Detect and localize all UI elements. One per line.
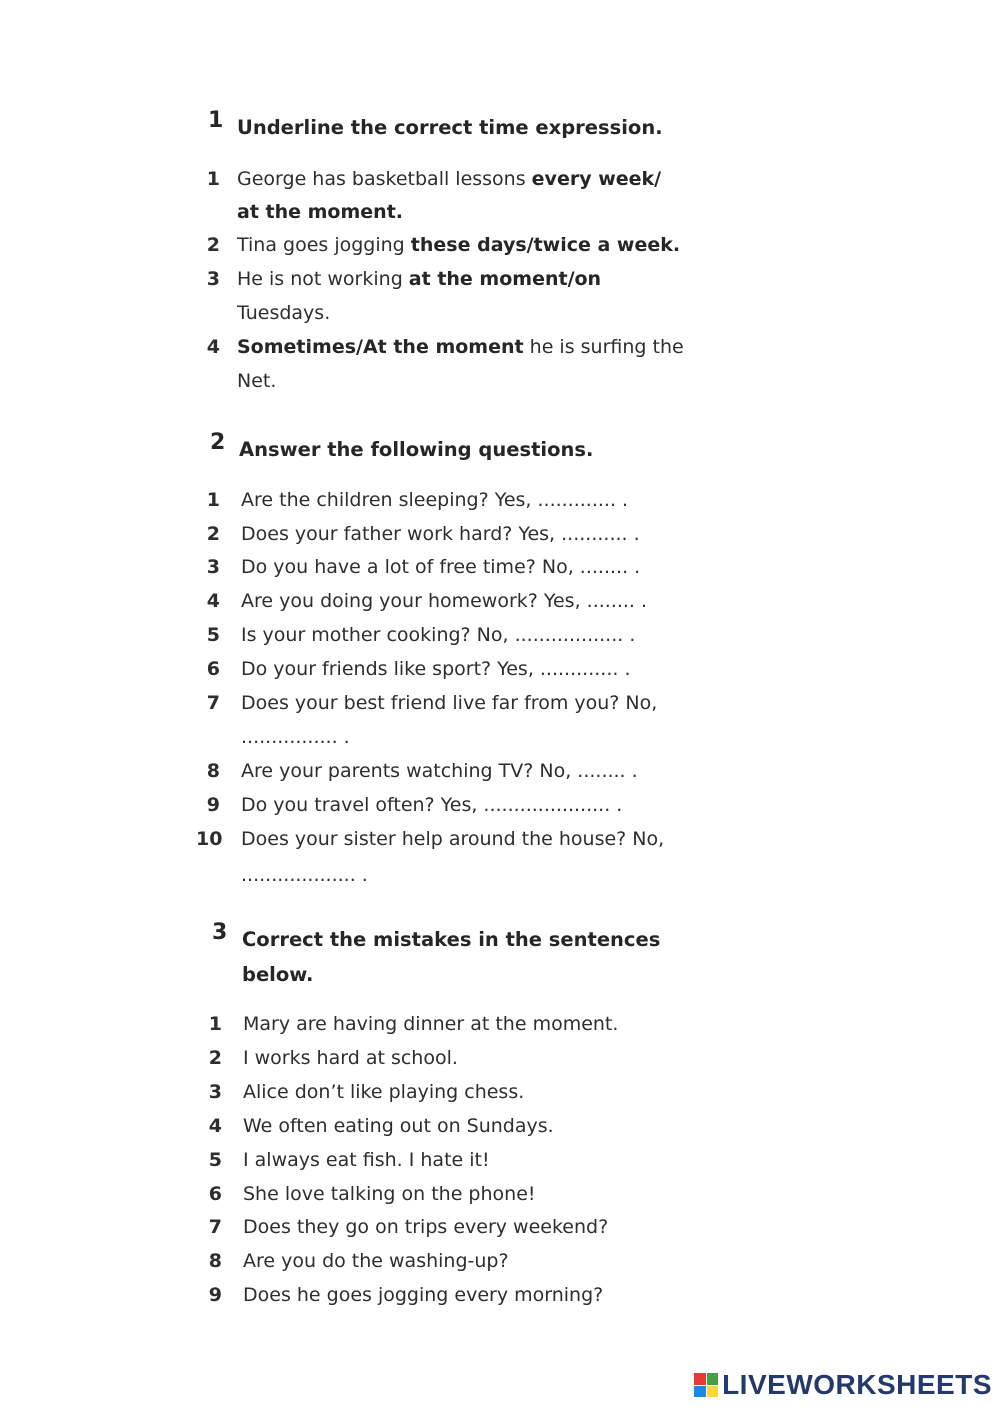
s2-item-number: 5 bbox=[206, 624, 220, 646]
s2-item-number: 10 bbox=[196, 828, 223, 850]
s3-item-text: Does they go on trips every weekend? bbox=[243, 1216, 609, 1238]
s3-item-number: 2 bbox=[208, 1047, 222, 1069]
s2-item-number: 6 bbox=[206, 658, 220, 680]
s3-item-number: 3 bbox=[208, 1081, 222, 1103]
section-1-number: 1 bbox=[208, 108, 224, 133]
s1-item-number: 4 bbox=[206, 336, 220, 358]
s1-item-text: Sometimes/At the moment he is surfing the bbox=[237, 336, 684, 358]
s2-item-number: 7 bbox=[206, 692, 220, 714]
s2-item-text-cont: ................ . bbox=[241, 726, 350, 748]
s2-item-text: Is your mother cooking? No, .................. . bbox=[241, 624, 636, 646]
s2-item-text: Do your friends like sport? Yes, ............. . bbox=[241, 658, 631, 680]
logo-square-yellow bbox=[707, 1386, 719, 1398]
s1-item-number: 3 bbox=[206, 268, 220, 290]
s3-item-text: We often eating out on Sundays. bbox=[243, 1115, 554, 1137]
s2-item-text: Do you travel often? Yes, ..................... . bbox=[241, 794, 623, 816]
s3-item-number: 8 bbox=[208, 1250, 222, 1272]
s2-item-text: Are your parents watching TV? No, ........ . bbox=[241, 760, 638, 782]
s2-item-text: Are the children sleeping? Yes, ............. . bbox=[241, 489, 629, 511]
s3-item-number: 1 bbox=[208, 1013, 222, 1035]
s3-item-text: Mary are having dinner at the moment. bbox=[243, 1013, 619, 1035]
logo-square-red bbox=[694, 1373, 706, 1385]
s3-item-number: 4 bbox=[208, 1115, 222, 1137]
liveworksheets-logo-text: LIVEWORKSHEETS bbox=[722, 1369, 992, 1400]
s2-item-number: 9 bbox=[206, 794, 220, 816]
section-3-instruction-line-1: Correct the mistakes in the sentences bbox=[242, 928, 661, 951]
s2-item-number: 1 bbox=[206, 489, 220, 511]
s1-item-text-cont: Net. bbox=[237, 370, 277, 392]
s1-item-number: 1 bbox=[206, 168, 220, 190]
s1-item-text: He is not working at the moment/on bbox=[237, 268, 602, 290]
section-3-heading bbox=[212, 922, 812, 994]
liveworksheets-mark-icon bbox=[694, 1373, 718, 1397]
s2-item-text-cont: ................... . bbox=[241, 864, 368, 886]
s3-item-number: 9 bbox=[208, 1284, 222, 1306]
s3-item-text: Does he goes jogging every morning? bbox=[243, 1284, 604, 1306]
section-2-heading bbox=[210, 432, 810, 467]
s3-item-number: 5 bbox=[208, 1149, 222, 1171]
s3-item-text: Are you do the washing-up? bbox=[243, 1250, 509, 1272]
s2-item-text: Does your sister help around the house? No, bbox=[241, 828, 665, 850]
section-2-instruction: Answer the following questions. bbox=[239, 438, 594, 461]
logo-square-blue bbox=[694, 1386, 706, 1398]
s3-item-text: She love talking on the phone! bbox=[243, 1183, 536, 1205]
section-3-instruction-line-2: below. bbox=[242, 963, 314, 986]
s2-item-number: 4 bbox=[206, 590, 220, 612]
s2-item-number: 2 bbox=[206, 523, 220, 545]
section-2-number: 2 bbox=[210, 430, 226, 455]
s2-item-text: Do you have a lot of free time? No, ........ . bbox=[241, 556, 641, 578]
s1-item-text: George has basketball lessons every week/ bbox=[237, 168, 662, 190]
s3-item-text: Alice don’t like playing chess. bbox=[243, 1081, 525, 1103]
s1-item-number: 2 bbox=[206, 234, 220, 256]
section-1-instruction: Underline the correct time expression. bbox=[237, 116, 663, 139]
s2-item-text: Does your best friend live far from you? No, bbox=[241, 692, 658, 714]
logo-square-green bbox=[707, 1373, 719, 1385]
s2-item-number: 3 bbox=[206, 556, 220, 578]
s2-item-text: Does your father work hard? Yes, ........... . bbox=[241, 523, 640, 545]
s3-item-text: I always eat fish. I hate it! bbox=[243, 1149, 490, 1171]
section-3-number: 3 bbox=[212, 920, 228, 945]
s3-item-number: 7 bbox=[208, 1216, 222, 1238]
s2-item-text: Are you doing your homework? Yes, ........ . bbox=[241, 590, 648, 612]
s3-item-text: I works hard at school. bbox=[243, 1047, 458, 1069]
s1-item-text-cont: at the moment. bbox=[237, 201, 403, 223]
s3-item-number: 6 bbox=[208, 1183, 222, 1205]
section-1-heading bbox=[208, 110, 808, 145]
s2-item-number: 8 bbox=[206, 760, 220, 782]
liveworksheets-logo[interactable] bbox=[694, 1371, 992, 1399]
s1-item-text: Tina goes jogging these days/twice a week. bbox=[237, 234, 681, 256]
s1-item-text-cont: Tuesdays. bbox=[237, 302, 331, 324]
